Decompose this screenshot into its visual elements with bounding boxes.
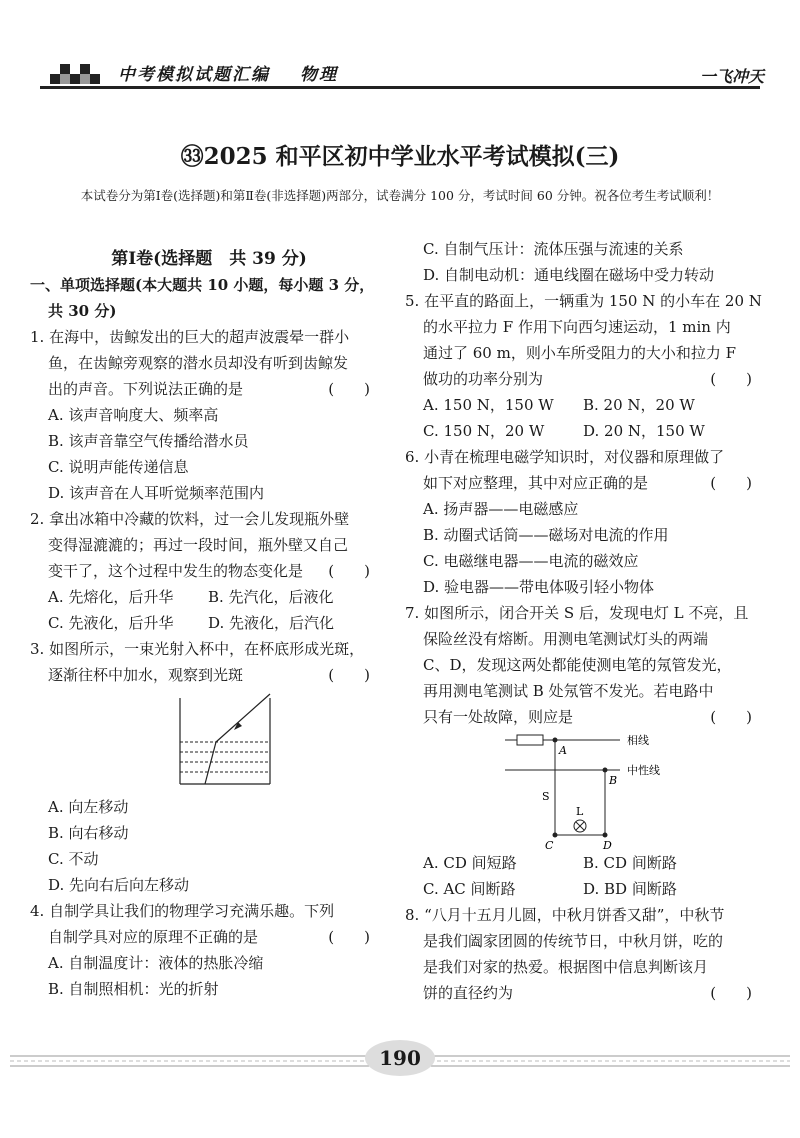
- exam-notice: 本试卷分为第Ⅰ卷(选择题)和第Ⅱ卷(非选择题)两部分，试卷满分 100 分，考试时间 60 分钟。祝各位考生考试顺利！: [80, 188, 720, 203]
- q3-stem-2: 逐渐往杯中加水，观察到光斑 ( ): [48, 666, 370, 684]
- lamp-label: L: [576, 805, 584, 818]
- page-number: 190: [365, 1040, 435, 1076]
- q5-stem-4: 做功的功率分别为 ( ): [423, 370, 752, 388]
- q6-option-c: C. 电磁继电器——电流的磁效应: [423, 552, 639, 570]
- q3-option-c: C. 不动: [48, 850, 99, 868]
- q1-option-a: A. 该声音响度大、频率高: [48, 406, 219, 424]
- q7-options-row-1: A. CD 间短路 B. CD 间断路: [423, 854, 677, 872]
- q6-stem-1: 6. 小青在梳理电磁学知识时，对仪器和原理做了: [405, 448, 725, 466]
- q6-option-a: A. 扬声器——电磁感应: [423, 500, 579, 518]
- right-column: [405, 236, 770, 1006]
- q7-options-row-2: C. AC 间断路 D. BD 间断路: [423, 880, 677, 898]
- fuse: [517, 735, 543, 745]
- q8-stem-2: 是我们阖家团圆的传统节日，中秋月饼，吃的: [423, 932, 724, 950]
- header-brand: 一飞冲天: [699, 67, 764, 86]
- q8-stem-1: 8. “八月十五月儿圆，中秋月饼香又甜”，中秋节: [405, 906, 725, 924]
- q3-cup-diagram: [30, 692, 370, 792]
- neutral-wire-label: 中性线: [627, 764, 660, 777]
- q1-option-c: C. 说明声能传递信息: [48, 458, 189, 476]
- point-c-label: C: [545, 839, 554, 850]
- point-a-label: A: [559, 744, 567, 757]
- q6-option-b: B. 动圈式话筒——磁场对电流的作用: [423, 526, 669, 544]
- point-b-label: B: [609, 774, 618, 787]
- q4-option-a: A. 自制温度计：液体的热胀冷缩: [48, 954, 264, 972]
- header-series-title: 中考模拟试题汇编: [118, 65, 270, 85]
- q7-stem-3: C、D，发现这两处都能使测电笔的氖管发光，: [423, 656, 732, 674]
- q7-circuit-diagram: [405, 730, 755, 850]
- q2-stem-1: 2. 拿出冰箱中冷藏的饮料，过一会儿发现瓶外壁: [30, 510, 350, 528]
- switch-label: S: [542, 790, 550, 803]
- q7-stem-1: 7. 如图所示，闭合开关 S 后，发现电灯 L 不亮，且: [405, 604, 749, 622]
- q4-option-b: B. 自制照相机：光的折射: [48, 980, 219, 998]
- q8-stem-3: 是我们对家的热爱。根据图中信息判断该月: [423, 958, 709, 976]
- q7-stem-5: 只有一处故障，则应是 ( ): [423, 708, 752, 726]
- part1-heading-2: 共 30 分): [48, 302, 117, 320]
- q6-option-d: D. 验电器——带电体吸引轻小物体: [423, 578, 655, 596]
- q1-option-b: B. 该声音靠空气传播给潜水员: [48, 432, 249, 450]
- q3-option-d: D. 先向右后向左移动: [48, 876, 190, 894]
- q2-options-row-1: A. 先熔化，后升华 B. 先汽化，后液化: [48, 588, 334, 606]
- q1-stem-3: 出的声音。下列说法正确的是 ( ): [48, 380, 370, 398]
- q8-stem-4: 饼的直径约为 ( ): [423, 984, 752, 1002]
- q3-stem-1: 3. 如图所示，一束光射入杯中，在杯底形成光斑，: [30, 640, 365, 658]
- live-wire-label: 相线: [627, 734, 649, 747]
- left-column: [30, 246, 388, 1002]
- q5-stem-2: 的水平拉力 F 作用下向西匀速运动，1 min 内: [423, 318, 731, 336]
- q1-stem-2: 鱼，在齿鲸旁观察的潜水员却没有听到齿鲸发: [48, 354, 349, 372]
- q7-stem-4: 再用测电笔测试 B 处氖管不发光。若电路中: [423, 682, 714, 700]
- header-rule: [40, 86, 760, 89]
- exam-title: ㉝2025 和平区初中学业水平考试模拟(三): [180, 143, 620, 170]
- section-heading: 第Ⅰ卷(选择题 共 39 分): [111, 249, 307, 269]
- q1-stem-1: 1. 在海中，齿鲸发出的巨大的超声波震晕一群小: [30, 328, 350, 346]
- q5-options-row-1: A. 150 N，150 W B. 20 N，20 W: [423, 396, 695, 414]
- q2-stem-2: 变得湿漉漉的；再过一段时间，瓶外壁又自己: [48, 536, 349, 554]
- q3-option-a: A. 向左移动: [48, 798, 129, 816]
- q5-options-row-2: C. 150 N，20 W D. 20 N，150 W: [423, 422, 705, 440]
- q7-stem-2: 保险丝没有熔断。用测电笔测试灯头的两端: [423, 630, 709, 648]
- q2-options-row-2: C. 先液化，后升华 D. 先液化，后汽化: [48, 614, 335, 632]
- q4-stem-2: 自制学具对应的原理不正确的是 ( ): [48, 928, 370, 946]
- header-checker-logo: [50, 62, 110, 86]
- q5-stem-3: 通过了 60 m，则小车所受阻力的大小和拉力 F: [423, 344, 737, 362]
- point-d-label: D: [603, 839, 612, 850]
- q1-option-d: D. 该声音在人耳听觉频率范围内: [48, 484, 265, 502]
- q4-option-c: C. 自制气压计：流体压强与流速的关系: [423, 240, 684, 258]
- header-subject: 物理: [300, 65, 338, 85]
- q4-stem-1: 4. 自制学具让我们的物理学习充满乐趣。下列: [30, 902, 335, 920]
- q4-option-d: D. 自制电动机：通电线圈在磁场中受力转动: [423, 266, 715, 284]
- part1-heading-1: 一、单项选择题(本大题共 10 小题，每小题 3 分，: [30, 276, 375, 294]
- q5-stem-1: 5. 在平直的路面上，一辆重为 150 N 的小车在 20 N: [405, 292, 762, 310]
- q2-stem-3: 变干了，这个过程中发生的物态变化是 ( ): [48, 562, 370, 580]
- q6-stem-2: 如下对应整理，其中对应正确的是 ( ): [423, 474, 752, 492]
- q3-option-b: B. 向右移动: [48, 824, 129, 842]
